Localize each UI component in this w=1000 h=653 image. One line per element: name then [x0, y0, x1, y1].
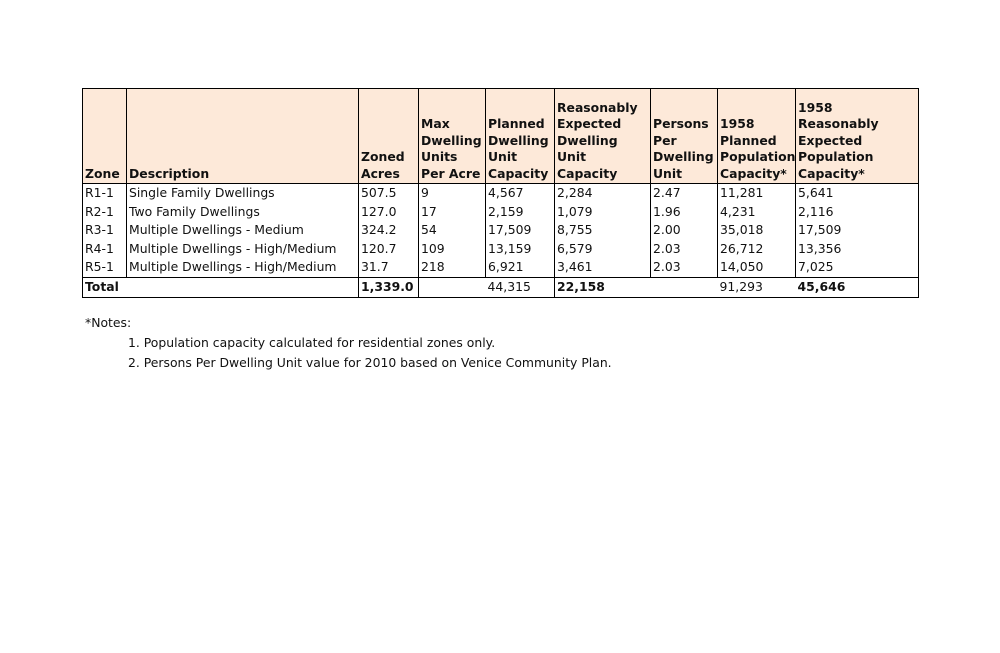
cell-zoned-acres: 31.7: [359, 258, 419, 277]
total-zoned-acres: 1,339.0: [359, 277, 419, 297]
cell-planned-capacity: 17,509: [486, 221, 555, 240]
total-expected-capacity: 22,158: [555, 277, 651, 297]
cell-description: Multiple Dwellings - High/Medium: [127, 240, 359, 259]
cell-planned-capacity: 4,567: [486, 184, 555, 203]
cell-expected-population: 13,356: [796, 240, 919, 259]
cell-planned-population: 26,712: [718, 240, 796, 259]
total-expected-population: 45,646: [796, 277, 919, 297]
header-zoned-acres: Zoned Acres: [359, 89, 419, 184]
cell-max-units: 9: [419, 184, 486, 203]
total-planned-population: 91,293: [718, 277, 796, 297]
cell-max-units: 109: [419, 240, 486, 259]
cell-description: Multiple Dwellings - Medium: [127, 221, 359, 240]
table-row: [83, 240, 919, 259]
cell-zoned-acres: 120.7: [359, 240, 419, 259]
cell-planned-population: 11,281: [718, 184, 796, 203]
cell-expected-population: 2,116: [796, 203, 919, 222]
cell-zoned-acres: 127.0: [359, 203, 419, 222]
cell-max-units: 17: [419, 203, 486, 222]
cell-planned-population: 4,231: [718, 203, 796, 222]
cell-zone: R1-1: [83, 184, 127, 203]
cell-zone: R2-1: [83, 203, 127, 222]
header-planned-population: 1958 Planned Population Capacity*: [718, 89, 796, 184]
cell-expected-population: 17,509: [796, 221, 919, 240]
cell-description: Multiple Dwellings - High/Medium: [127, 258, 359, 277]
table-header-row: [83, 89, 919, 184]
cell-description: Two Family Dwellings: [127, 203, 359, 222]
cell-expected-population: 5,641: [796, 184, 919, 203]
cell-expected-population: 7,025: [796, 258, 919, 277]
header-persons-per-unit: Persons Per Dwelling Unit: [651, 89, 718, 184]
cell-planned-capacity: 6,921: [486, 258, 555, 277]
total-description-empty: [127, 277, 359, 297]
header-planned-dwelling-capacity: Planned Dwelling Unit Capacity: [486, 89, 555, 184]
total-label: Total: [83, 277, 127, 297]
table-row: [83, 258, 919, 277]
cell-zone: R3-1: [83, 221, 127, 240]
cell-zone: R4-1: [83, 240, 127, 259]
population-capacity-table: [82, 88, 919, 298]
total-persons-per-unit-empty: [651, 277, 718, 297]
cell-expected-capacity: 2,284: [555, 184, 651, 203]
cell-zone: R5-1: [83, 258, 127, 277]
table-row: [83, 184, 919, 203]
cell-expected-capacity: 1,079: [555, 203, 651, 222]
cell-planned-capacity: 2,159: [486, 203, 555, 222]
cell-expected-capacity: 3,461: [555, 258, 651, 277]
cell-persons-per-unit: 2.47: [651, 184, 718, 203]
header-expected-population: 1958 Reasonably Expected Population Capacity*: [796, 89, 919, 184]
note-item: 2. Persons Per Dwelling Unit value for 2010 based on Venice Community Plan.: [128, 355, 612, 370]
cell-planned-population: 14,050: [718, 258, 796, 277]
cell-persons-per-unit: 2.03: [651, 240, 718, 259]
cell-zoned-acres: 324.2: [359, 221, 419, 240]
note-item: 1. Population capacity calculated for residential zones only.: [128, 335, 496, 350]
cell-zoned-acres: 507.5: [359, 184, 419, 203]
header-zone: Zone: [83, 89, 127, 184]
header-expected-dwelling-capacity: Reasonably Expected Dwelling Unit Capacity: [555, 89, 651, 184]
total-max-units-empty: [419, 277, 486, 297]
header-max-dwelling-units: Max Dwelling Units Per Acre: [419, 89, 486, 184]
table-row: [83, 203, 919, 222]
cell-description: Single Family Dwellings: [127, 184, 359, 203]
header-description: Description: [127, 89, 359, 184]
capacity-table-container: [82, 88, 918, 298]
notes-heading: *Notes:: [85, 315, 132, 330]
notes-section: [85, 313, 612, 373]
table-row: [83, 221, 919, 240]
cell-expected-capacity: 8,755: [555, 221, 651, 240]
cell-planned-capacity: 13,159: [486, 240, 555, 259]
cell-planned-population: 35,018: [718, 221, 796, 240]
cell-max-units: 218: [419, 258, 486, 277]
table-total-row: [83, 277, 919, 297]
total-planned-capacity: 44,315: [486, 277, 555, 297]
cell-max-units: 54: [419, 221, 486, 240]
cell-persons-per-unit: 2.03: [651, 258, 718, 277]
cell-persons-per-unit: 2.00: [651, 221, 718, 240]
cell-expected-capacity: 6,579: [555, 240, 651, 259]
cell-persons-per-unit: 1.96: [651, 203, 718, 222]
